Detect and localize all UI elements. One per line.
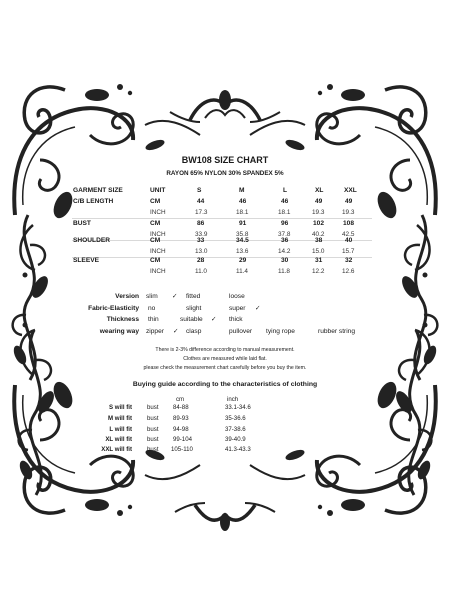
row-divider (72, 257, 372, 258)
cell-inch: 18.1 (278, 209, 291, 216)
cell-cm: 32 (345, 257, 353, 264)
cell-cm: 49 (345, 198, 353, 205)
cell-inch: 15.7 (342, 248, 355, 255)
check-icon: ✓ (255, 305, 261, 312)
unit-inch: INCH (150, 268, 166, 275)
header-size-xxl: XXL (344, 187, 357, 194)
cell-inch: 14.2 (278, 248, 291, 255)
cell-cm: 86 (197, 220, 205, 227)
cell-inch: 12.2 (312, 268, 325, 275)
cell-cm: 40 (345, 237, 353, 244)
guide-part: bust (147, 415, 159, 422)
attr-label-version: Version (115, 293, 139, 300)
cell-cm: 33 (197, 237, 205, 244)
guide-label-xxl: XXL will fit (101, 446, 132, 453)
buying-guide-title: Buying guide according to the characteristics of clothing (132, 381, 318, 388)
option-rubber-string: rubber string (318, 328, 356, 335)
attr-label-wearing-way: wearing way (99, 328, 139, 335)
unit-cm: CM (150, 237, 161, 244)
attr-label-fabric-elasticity: Fabric-Elasticity (88, 305, 139, 312)
guide-label-l: L will fit (109, 426, 132, 433)
cell-inch: 15.0 (312, 248, 325, 255)
material-composition: RAYON 65% NYLON 30% SPANDEX 5% (166, 170, 284, 177)
guide-col-cm: cm (176, 396, 185, 403)
guide-part: bust (147, 404, 159, 411)
cell-cm: 108 (343, 220, 355, 227)
guide-part: bust (147, 446, 159, 453)
cell-inch: 13.6 (236, 248, 249, 255)
option-clasp: clasp (186, 328, 202, 335)
cell-inch: 13.0 (195, 248, 208, 255)
cell-inch: 19.3 (312, 209, 325, 216)
cell-cm: 91 (239, 220, 247, 227)
chart-title: BW108 SIZE CHART (181, 155, 269, 165)
cell-cm: 96 (281, 220, 289, 227)
guide-cm: 105-110 (171, 446, 193, 453)
guide-label-m: M will fit (107, 415, 132, 422)
guide-cm: 84-88 (173, 404, 189, 411)
guide-cm: 89-93 (173, 415, 189, 422)
header-unit: UNIT (150, 187, 166, 194)
cell-inch: 35.8 (236, 231, 249, 238)
option-loose: loose (229, 293, 245, 300)
note-check-chart: please check the measurement chart carefully before you buy the item. (143, 365, 307, 371)
option-super: super (229, 305, 246, 312)
row-divider (72, 218, 372, 219)
option-fitted: fitted (186, 293, 201, 300)
unit-cm: CM (150, 257, 161, 264)
guide-label-s: S will fit (108, 404, 132, 411)
cell-inch: 18.1 (236, 209, 249, 216)
cell-inch: 12.6 (342, 268, 355, 275)
unit-inch: INCH (150, 231, 166, 238)
guide-cm: 94-98 (173, 426, 189, 433)
guide-inch: 39-40.9 (225, 436, 246, 443)
row-label-shoulder: SHOULDER (73, 237, 110, 244)
row-label-sleeve: SLEEVE (73, 257, 100, 264)
check-icon: ✓ (173, 328, 179, 335)
guide-part: bust (147, 436, 159, 443)
cell-inch: 42.5 (342, 231, 355, 238)
header-size-l: L (283, 187, 288, 194)
unit-cm: CM (150, 198, 161, 205)
cell-inch: 17.3 (195, 209, 208, 216)
row-divider (72, 240, 372, 241)
cell-inch: 11.4 (236, 268, 248, 275)
option-tying-rope: tying rope (266, 328, 295, 335)
cell-cm: 102 (313, 220, 325, 227)
cell-cm: 44 (197, 198, 205, 205)
option-zipper: zipper (146, 328, 164, 335)
attr-label-thickness: Thickness (106, 316, 139, 323)
check-icon: ✓ (211, 316, 217, 323)
guide-col-inch: inch (227, 396, 239, 403)
guide-inch: 33.1-34.6 (225, 404, 251, 411)
option-thin: thin (148, 316, 159, 323)
cell-cm: 34.5 (236, 237, 249, 244)
option-slight: slight (186, 305, 202, 312)
header-size-xl: XL (315, 187, 324, 194)
row-label-cb-length: C/B LENGTH (73, 198, 114, 205)
option-thick: thick (229, 316, 243, 323)
cell-cm: 46 (239, 198, 247, 205)
option-slim: slim (146, 293, 158, 300)
cell-cm: 36 (281, 237, 289, 244)
cell-inch: 11.0 (195, 268, 207, 275)
cell-cm: 31 (315, 257, 323, 264)
cell-inch: 11.8 (278, 268, 290, 275)
unit-inch: INCH (150, 248, 166, 255)
guide-cm: 99-104 (173, 436, 192, 443)
option-no: no (148, 305, 156, 312)
cell-cm: 38 (315, 237, 323, 244)
guide-inch: 41.3-43.3 (225, 446, 251, 453)
header-garment-size: GARMENT SIZE (73, 187, 123, 194)
guide-inch: 35-36.6 (225, 415, 246, 422)
cell-cm: 30 (281, 257, 289, 264)
unit-inch: INCH (150, 209, 166, 216)
header-size-m: M (239, 187, 245, 194)
cell-cm: 28 (197, 257, 205, 264)
cell-cm: 29 (239, 257, 247, 264)
cell-cm: 49 (315, 198, 323, 205)
guide-part: bust (147, 426, 159, 433)
unit-cm: CM (150, 220, 161, 227)
cell-inch: 40.2 (312, 231, 325, 238)
cell-cm: 46 (281, 198, 289, 205)
cell-inch: 37.8 (278, 231, 291, 238)
row-label-bust: BUST (73, 220, 91, 227)
guide-inch: 37-38.6 (225, 426, 246, 433)
note-laid-flat: Clothes are measured while laid flat. (183, 356, 267, 362)
note-measurement-difference: There is 2-3% difference according to manual measurement. (155, 347, 295, 353)
header-size-s: S (197, 187, 202, 194)
option-suitable: suitable (180, 316, 203, 323)
cell-inch: 33.9 (195, 231, 208, 238)
guide-label-xl: XL will fit (105, 436, 132, 443)
option-pullover: pullover (229, 328, 253, 335)
cell-inch: 19.3 (342, 209, 355, 216)
check-icon: ✓ (172, 293, 178, 300)
